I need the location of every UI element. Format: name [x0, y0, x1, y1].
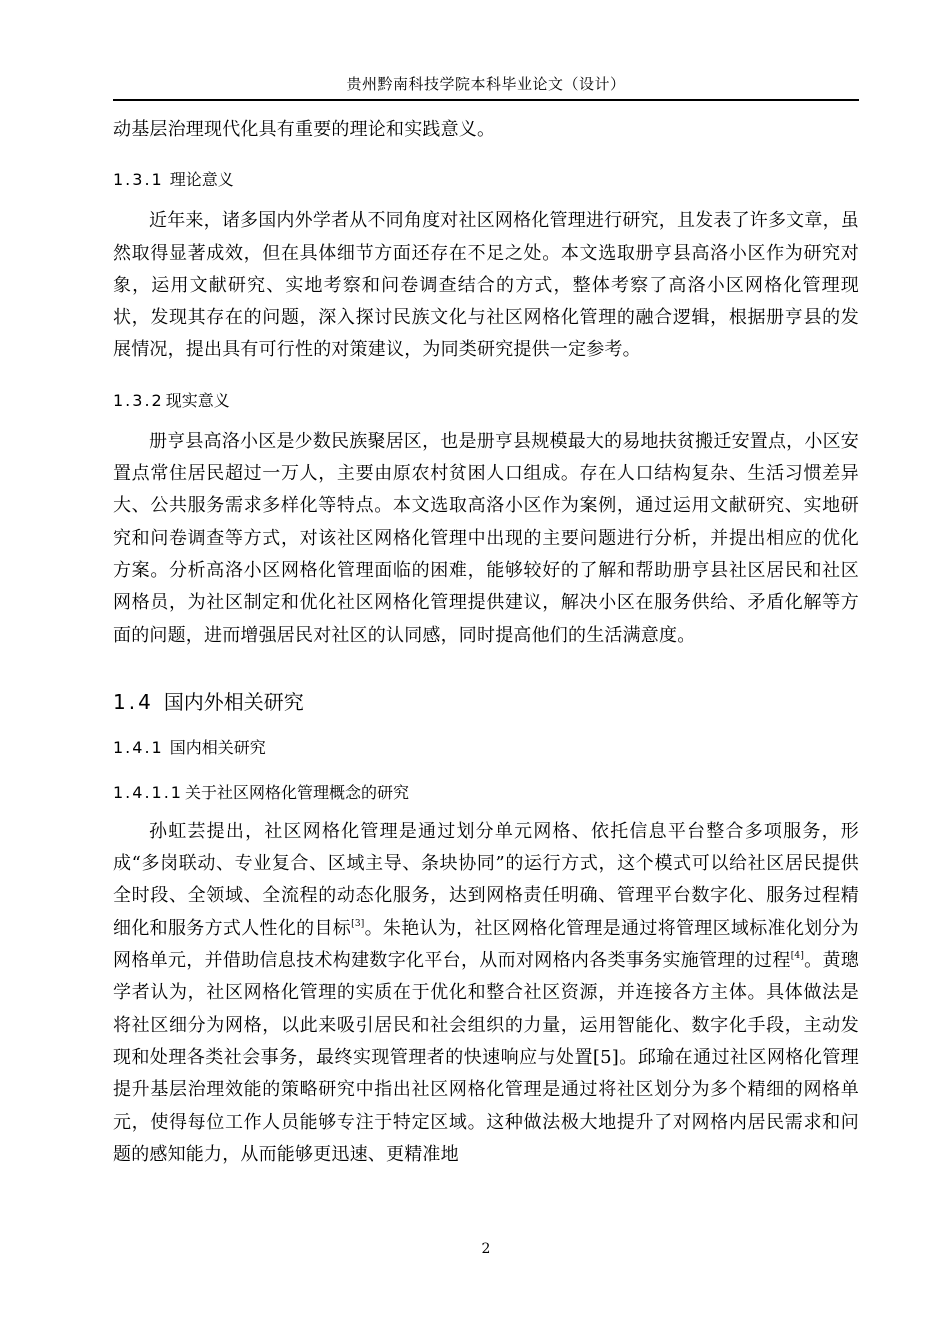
- section-heading-1-4-1-1: [113, 782, 859, 804]
- section-heading-1-3-2: [113, 390, 859, 412]
- section-number: 1.4.1.1: [113, 782, 183, 802]
- section-number: 1.4.1: [113, 737, 164, 757]
- section-title: 理论意义: [169, 170, 234, 190]
- paragraph-theoretical-significance: 近年来，诸多国内外学者从不同角度对社区网格化管理进行研究，且发表了许多文章，虽然取得显著成效，但在具体细节方面还存在不足之处。本文选取册亨县高洛小区作为研究对象，运用文献研究、实地考察和问卷调查结合的方式，整体考察了高洛小区网格化管理现状，发现其存在的问题，深入探讨民族文化与社区网格化管理的融合逻辑，根据册亨县的发展情况，提出具有可行性的对策建议，为同类研究提供一定参考。: [113, 210, 859, 361]
- page-number: 2: [481, 1241, 491, 1257]
- section-number: 1.3.2: [113, 390, 164, 410]
- running-header: 贵州黔南科技学院本科毕业论文（设计）: [346, 75, 626, 93]
- text-segment: 。朱艳认为，社区网格化管理是通过将管理区域标准化划分为网格单元，并借助信息技术构建数字化平台，从而对网格内各类事务实施管理的过程: [113, 917, 859, 972]
- header-rule: [113, 99, 859, 101]
- text-segment: 。黄璁学者认为，社区网格化管理的实质在于优化和整合社区资源，并连接各方主体。具体做法是将社区细分为网格，以此来吸引居民和社会组织的力量，运用智能化、数字化手段，主动发现和处理各类社会事务，最终实现管理者的快速响应与处置[5]。邱瑜在通过社区网格化管理提升基层治理效能的策略研究中指出社区网格化管理是通过将社区划分为多个精细的网格单元，使得每位工作人员能够专注于特定区域。这种做法极大地提升了对网格内居民需求和问题的感知能力，从而能够更迅速、更精准地: [113, 950, 859, 1165]
- section-title: 现实意义: [165, 390, 230, 410]
- section-title: 关于社区网格化管理概念的研究: [184, 782, 409, 802]
- paragraph-continuation: 动基层治理现代化具有重要的理论和实践意义。: [113, 119, 496, 140]
- paragraph-domestic-research: [113, 816, 859, 1171]
- section-heading-1-3-1: [113, 169, 859, 191]
- section-number: 1.4: [113, 689, 154, 714]
- section-title: 国内外相关研究: [163, 689, 304, 714]
- section-heading-1-4-1: [113, 737, 859, 759]
- citation-ref: [3]: [351, 918, 365, 929]
- text-segment: 孙虹芸提出，社区网格化管理是通过划分单元网格、依托信息平台整合多项服务，形成“多岗联动、专业复合、区域主导、条块协同”的运行方式，这个模式可以给社区居民提供全时段、全领域、全流程的动态化服务，达到网格责任明确、管理平台数字化、服务过程精细化和服务方式人性化的目标: [113, 820, 859, 939]
- section-title: 国内相关研究: [169, 737, 266, 757]
- section-number: 1.3.1: [113, 170, 164, 190]
- page-body: [113, 114, 859, 1171]
- citation-ref: [4]: [790, 951, 805, 962]
- section-heading-1-4: [113, 688, 859, 716]
- paragraph-practical-significance: 册亨县高洛小区是少数民族聚居区，也是册亨县规模最大的易地扶贫搬迁安置点，小区安置点常住居民超过一万人，主要由原农村贫困人口组成。存在人口结构复杂、生活习惯差异大、公共服务需求多样化等特点。本文选取高洛小区作为案例，通过运用文献研究、实地研究和问卷调查等方式，对该社区网格化管理中出现的主要问题进行分析，并提出相应的优化方案。分析高洛小区网格化管理面临的困难，能够较好的了解和帮助册亨县社区居民和社区网格员，为社区制定和优化社区网格化管理提供建议，解决小区在服务供给、矛盾化解等方面的问题，进而增强居民对社区的认同感，同时提高他们的生活满意度。: [113, 430, 859, 646]
